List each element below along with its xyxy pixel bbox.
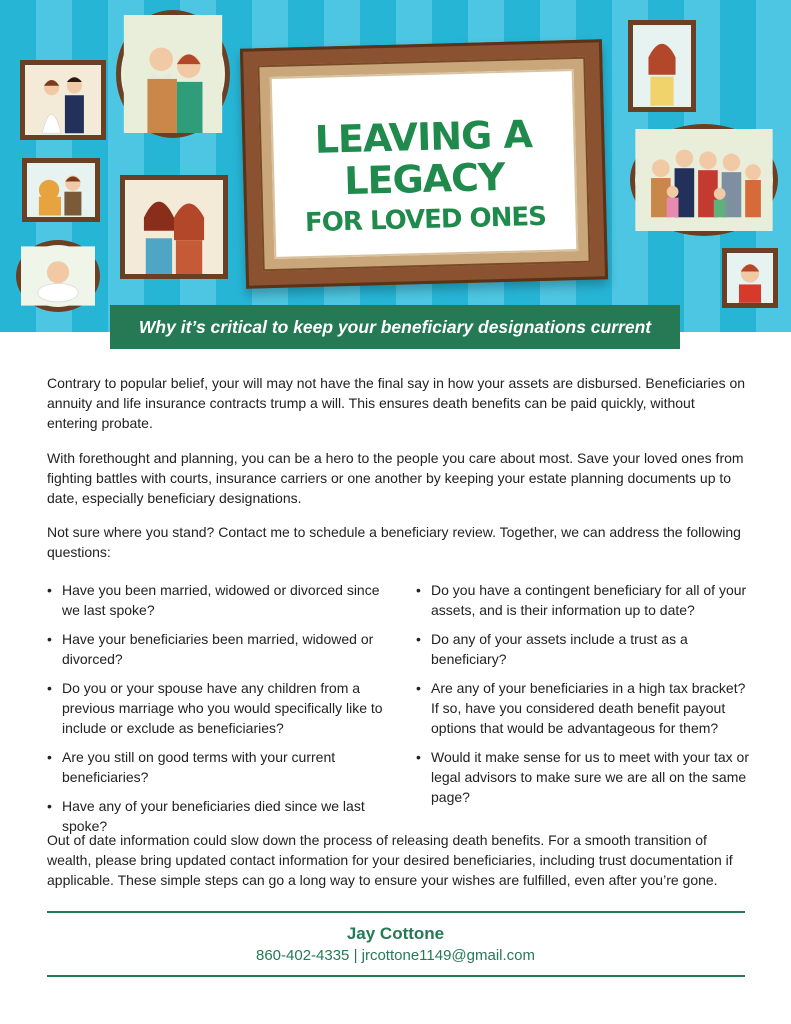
mother-daughter-portrait: [120, 175, 228, 279]
question-item: • Have any of your beneficiaries died since we last spoke?: [47, 796, 387, 836]
hero-banner: [0, 0, 791, 332]
advisor-name: Jay Cottone: [346, 924, 445, 943]
baby-portrait: [16, 240, 100, 312]
question-item: • Are any of your beneficiaries in a high tax bracket? If so, have you considered death benefit payout options that would be advantageous for them?: [416, 678, 751, 738]
title-card: [270, 69, 579, 259]
right-question-list: [416, 580, 751, 816]
boy-portrait: [722, 248, 778, 308]
subtitle-banner: Why it’s critical to keep your beneficiary designations current: [110, 305, 680, 349]
question-item: • Do you or your spouse have any children from a previous marriage who you would specifically like to include or exclude as beneficiaries?: [47, 678, 387, 738]
girl-illustration: [633, 25, 691, 107]
girl-portrait: [628, 20, 696, 112]
review-paragraph: Not sure where you stand? Contact me to schedule a beneficiary review. Together, we can address the following questions:: [47, 524, 741, 560]
footer-divider-top: [47, 911, 745, 913]
question-item: • Have your beneficiaries been married, widowed or divorced?: [47, 629, 387, 669]
grandparents-portrait: [116, 10, 230, 138]
title-frame-mat: [257, 57, 590, 272]
title-line-3: FOR LOVED ONES: [304, 201, 547, 239]
dog-and-boy-portrait: [22, 158, 100, 222]
title-frame: [240, 39, 608, 288]
footer-divider-bottom: [47, 975, 745, 977]
family-group-portrait: [630, 124, 778, 236]
planning-paragraph: With forethought and planning, you can be a hero to the people you care about most. Save your loved ones from fighting battles with courts, insurance carriers or one another by keeping your estate planning documents up to date, especially beneficiary designations.: [47, 450, 744, 506]
wedding-couple-portrait: [20, 60, 106, 140]
question-item: • Would it make sense for us to meet with your tax or legal advisors to make sure we are all on the same page?: [416, 747, 751, 807]
closing-paragraph: Out of date information could slow down the process of releasing death benefits. For a smooth transition of wealth, please bring updated contact information for your desired beneficiaries, including trust documentation if applicable. These simple steps can go a long way to ensure your wishes are fulfilled, even after you’re gone.: [47, 832, 733, 888]
question-item: • Do any of your assets include a trust as a beneficiary?: [416, 629, 751, 669]
title-line-2: LEGACY: [343, 154, 506, 204]
left-question-list: [47, 580, 387, 845]
wedding-couple-illustration: [25, 65, 101, 135]
title-line-1: LEAVING A: [314, 112, 533, 162]
advisor-contact: 860-402-4335 | jrcottone1149@gmail.com: [255, 947, 535, 964]
family-group-illustration: [635, 129, 773, 231]
mother-daughter-illustration: [125, 180, 223, 274]
question-item: • Are you still on good terms with your current beneficiaries?: [47, 747, 387, 787]
baby-illustration: [21, 245, 95, 307]
question-item: • Have you been married, widowed or divorced since we last spoke?: [47, 580, 387, 620]
intro-paragraph: Contrary to popular belief, your will may not have the final say in how your assets are disbursed. Beneficiaries on annuity and life insurance contracts trump a will. This ensures death benefits can be paid quickly, without entering probate.: [47, 375, 746, 431]
boy-illustration: [727, 253, 773, 303]
grandparents-illustration: [121, 15, 225, 133]
question-item: • Do you have a contingent beneficiary for all of your assets, and is their information up to date?: [416, 580, 751, 620]
dog-and-boy-illustration: [27, 163, 95, 217]
